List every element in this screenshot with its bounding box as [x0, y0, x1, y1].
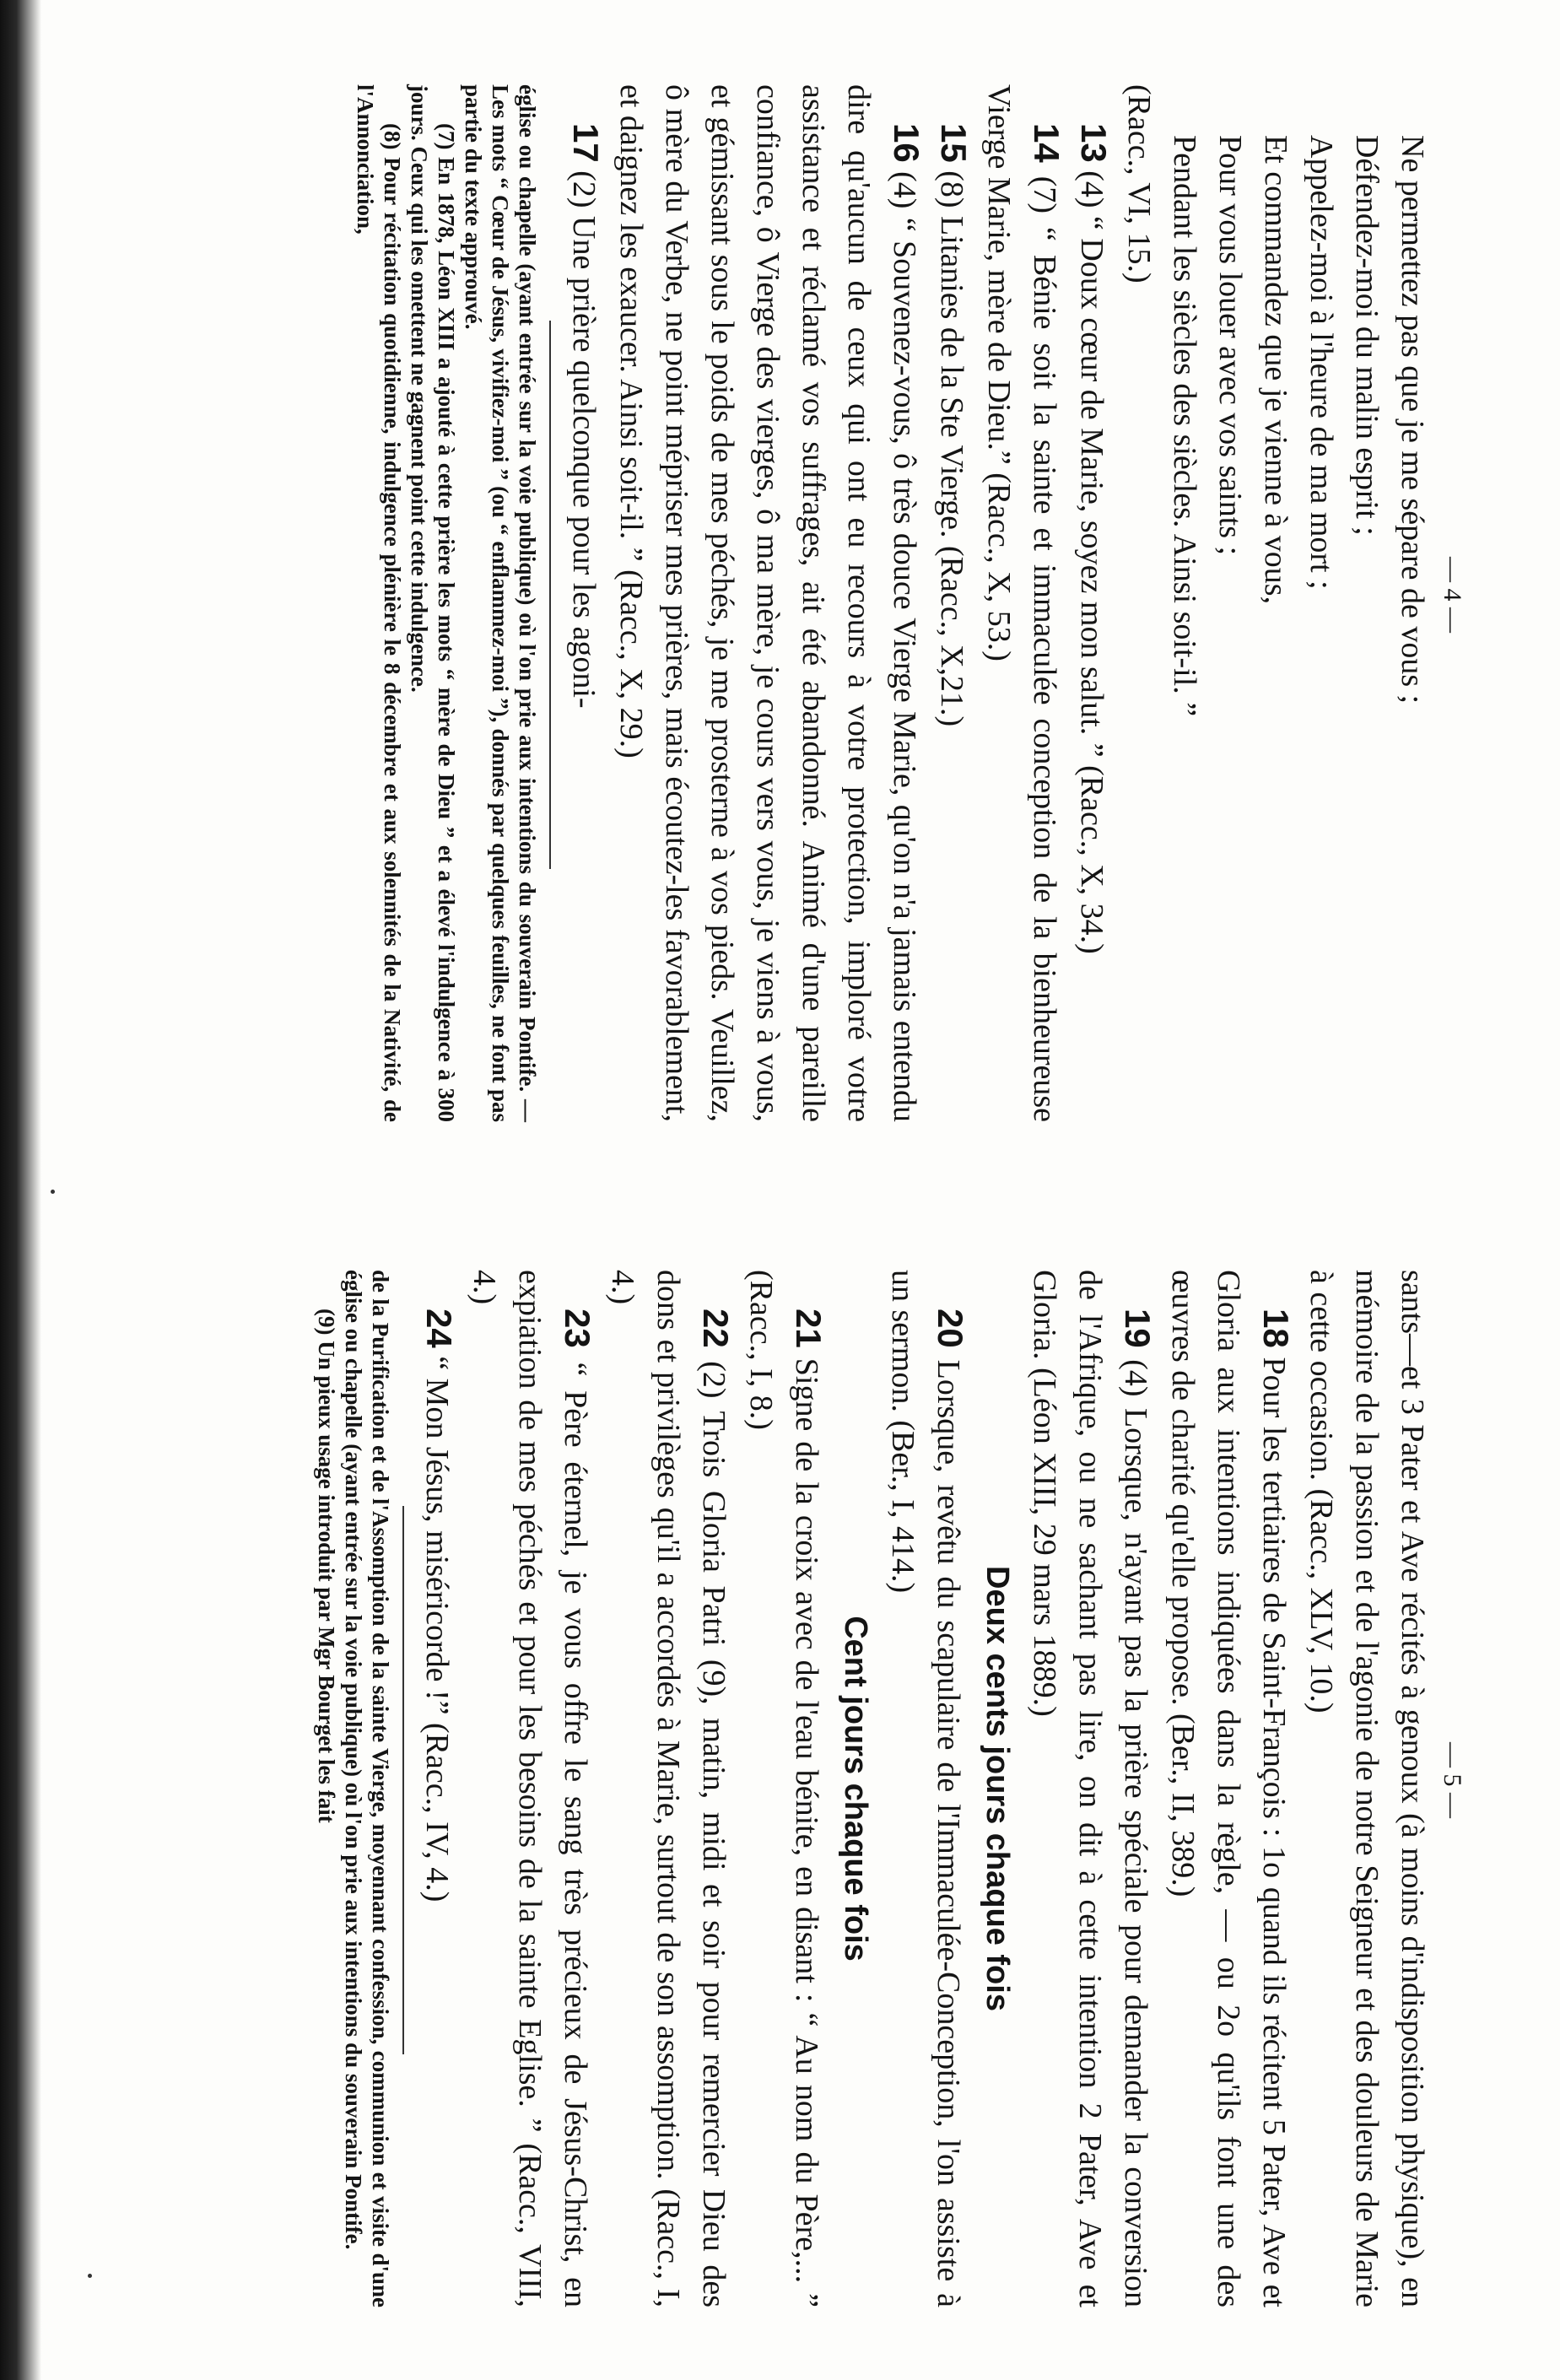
footnote: (7) En 1878, Léon XIII a ajouté à cette prière les mots “ mère de Dieu ” et a élevé l'indulgence à 300 jours. Ceux qui les omettent ne gagnent point cette indulgence.	[407, 84, 459, 1122]
prayer-line: Et commandez que je vienne à vous,	[1258, 135, 1293, 605]
page-4	[0, 17, 1560, 1173]
entry-18	[1160, 1270, 1298, 2307]
entry-16	[608, 84, 929, 1122]
entry-text: Lorsque, revêtu du scapulaire de l'Immaculée-Conception, l'on assiste à un sermon. (Ber., I, 414.)	[885, 1270, 966, 2307]
entry-13	[1069, 84, 1116, 1122]
entry-15	[929, 84, 976, 1122]
entry-number: 21	[789, 1309, 829, 1348]
footnote: église ou chapelle (ayant entrée sur la voie publique) où l'on prie aux intentions du souverain Pontife. — Les mots “ Cœur de Jésus, vivifiez-moi ” (ou “ enflammez-moi ”), donnés par quelques feuilles, ne font pas partie du texte approuvé.	[461, 84, 540, 1122]
entry-14	[976, 84, 1069, 1122]
entry-text: (4) “ Doux cœur de Marie, soyez mon salut. ” (Racc., X, 34.)	[1074, 170, 1109, 954]
entry-number: 16	[887, 123, 926, 163]
entry-17	[561, 84, 608, 1122]
page-5	[0, 1202, 1560, 2358]
entry-continued: sants—et 3 Pater et Ave récités à genoux (à moins d'indisposition physique), en mémoire de la passion et de l'agonie de notre Seigneur et des douleurs de Marie à cette occasion. (Racc., XLV, 10.)	[1304, 1270, 1430, 2307]
entry-text: (2) Une prière quelconque pour les agoni-	[566, 170, 602, 709]
entry-number: 23	[558, 1309, 597, 1348]
footnote: (9) Un pieux usage introduit par Mgr Bourget les fait	[314, 1309, 339, 1823]
entry-text: Pour les tertiaires de Saint-François : 1o quand ils récitent 5 Pater, Ave et Gloria aux intentions indiquées dans la règle, — ou 2o qu'ils font une des œuvres de charité qu'elle propose. (Ber., II, 389.)	[1165, 1270, 1292, 2307]
entry-number: 13	[1074, 123, 1114, 163]
prayer-line: Ne permettez pas que je me sépare de vous ;	[1395, 135, 1430, 704]
scan-speck	[88, 2274, 92, 2278]
entry-text: “ Mon Jésus, miséricorde !” (Racc., IV, 4.)	[419, 1356, 455, 1902]
entry-text: (8) Litanies de la Ste Vierge. (Racc., X,21.)	[934, 170, 969, 727]
entry-text: (7) “ Bénie soit la sainte et immaculée conception de la bienheureuse Vierge Marie, mère de Dieu.” (Racc., X, 53.)	[981, 84, 1062, 1122]
footnotes	[313, 1202, 394, 2358]
entry-24	[414, 1270, 462, 2307]
entry-number: 18	[1256, 1309, 1296, 1348]
entry-number: 15	[934, 123, 974, 163]
entry-text: (2) Trois Gloria Patri (9), matin, midi et soir pour remercier Dieu des dons et privilèges qu'il a accordés à Marie, surtout de son assomption. (Racc., I, 4.)	[605, 1270, 731, 2307]
entry-22	[600, 1270, 738, 2307]
entry-19	[1022, 1270, 1160, 2307]
entry-text: Signe de la croix avec de l'eau bénite, en disant : “ Au nom du Père,... ” (Racc., I, 8.)	[743, 1270, 824, 2307]
entry-number: 14	[1027, 123, 1066, 163]
prayer-line: Pour vous louer avec vos saints ;	[1212, 135, 1248, 556]
entry-number: 19	[1118, 1309, 1158, 1348]
section-heading: Deux cents jours chaque fois	[980, 1566, 1015, 2011]
entry-text: (4) “ Souvenez-vous, ô très douce Vierge Marie, qu'on n'a jamais entendu dire qu'aucun de ceux qui ont eu recours à votre protection, imploré votre assistance et réclamé vos suffrages, ait été abandonné. Animé d'une pareille confiance, ô Vierge des vierges, ô ma mère, je cours vers vous, je viens à vous, et gémissant sous le poids de mes péchés, je me prosterne à vos pieds. Veuillez, ô mère du Verbe, ne point mépriser mes prières, mais écoutez-les favorablement, et daignez les exaucer. Ainsi soit-il. ” (Racc., X, 29.)	[613, 84, 922, 1122]
entry-text: (4) Lorsque, n'ayant pas la prière spéciale pour demander la conversion de l'Afrique, ou ne sachant pas lire, on dit à cette intention 2 Pater, Ave et Gloria. (Léon XIII, 29 mars 1889.)	[1027, 1270, 1153, 2307]
prayer-line: Appelez-moi à l'heure de ma mort ;	[1304, 135, 1339, 590]
page-number: — 4 —	[1439, 557, 1466, 633]
footnotes	[352, 17, 541, 1173]
scan-speck	[51, 1190, 55, 1194]
entry-text: “ Père éternel, je vous offre le sang très précieux de Jésus-Christ, en expiation de mes péchés et pour les besoins de la sainte Eglise. ” (Racc., VIII, 4.)	[467, 1270, 593, 2307]
section-heading: Cent jours chaque fois	[838, 1616, 873, 1962]
entry-number: 17	[566, 123, 606, 163]
page-number: — 5 —	[1439, 1742, 1466, 1818]
page-body	[414, 1202, 1435, 2358]
entry-number: 20	[931, 1309, 970, 1348]
entry-20	[880, 1270, 973, 2307]
entry-23	[462, 1270, 600, 2307]
prayer-line: Défendez-moi du malin esprit ;	[1349, 135, 1385, 536]
footnote: (8) Pour récitation quotidienne, indulgence plénière le 8 décembre et aux solennités de la Nativité, de l'Annonciation,	[353, 84, 405, 1122]
footnote-divider	[402, 1506, 404, 2054]
reference: (Racc., VI, 15.)	[1121, 84, 1157, 283]
entry-number: 22	[696, 1309, 736, 1348]
scan-edge-shadow	[0, 0, 41, 2380]
footnote: de la Purification et de l'Assomption de la sainte Vierge, moyennant confession, communion et visite d'une église ou chapelle (ayant entrée sur la voie publique) où l'on prie aux intentions du souverain Pontife.	[341, 1270, 393, 2307]
entry-number: 24	[419, 1309, 459, 1348]
page-body	[561, 17, 1435, 1173]
prayer-line: Pendant les siècles des siècles. Ainsi soit-il. ”	[1167, 135, 1202, 717]
footnote-divider	[549, 321, 551, 869]
entry-21	[738, 1270, 831, 2307]
